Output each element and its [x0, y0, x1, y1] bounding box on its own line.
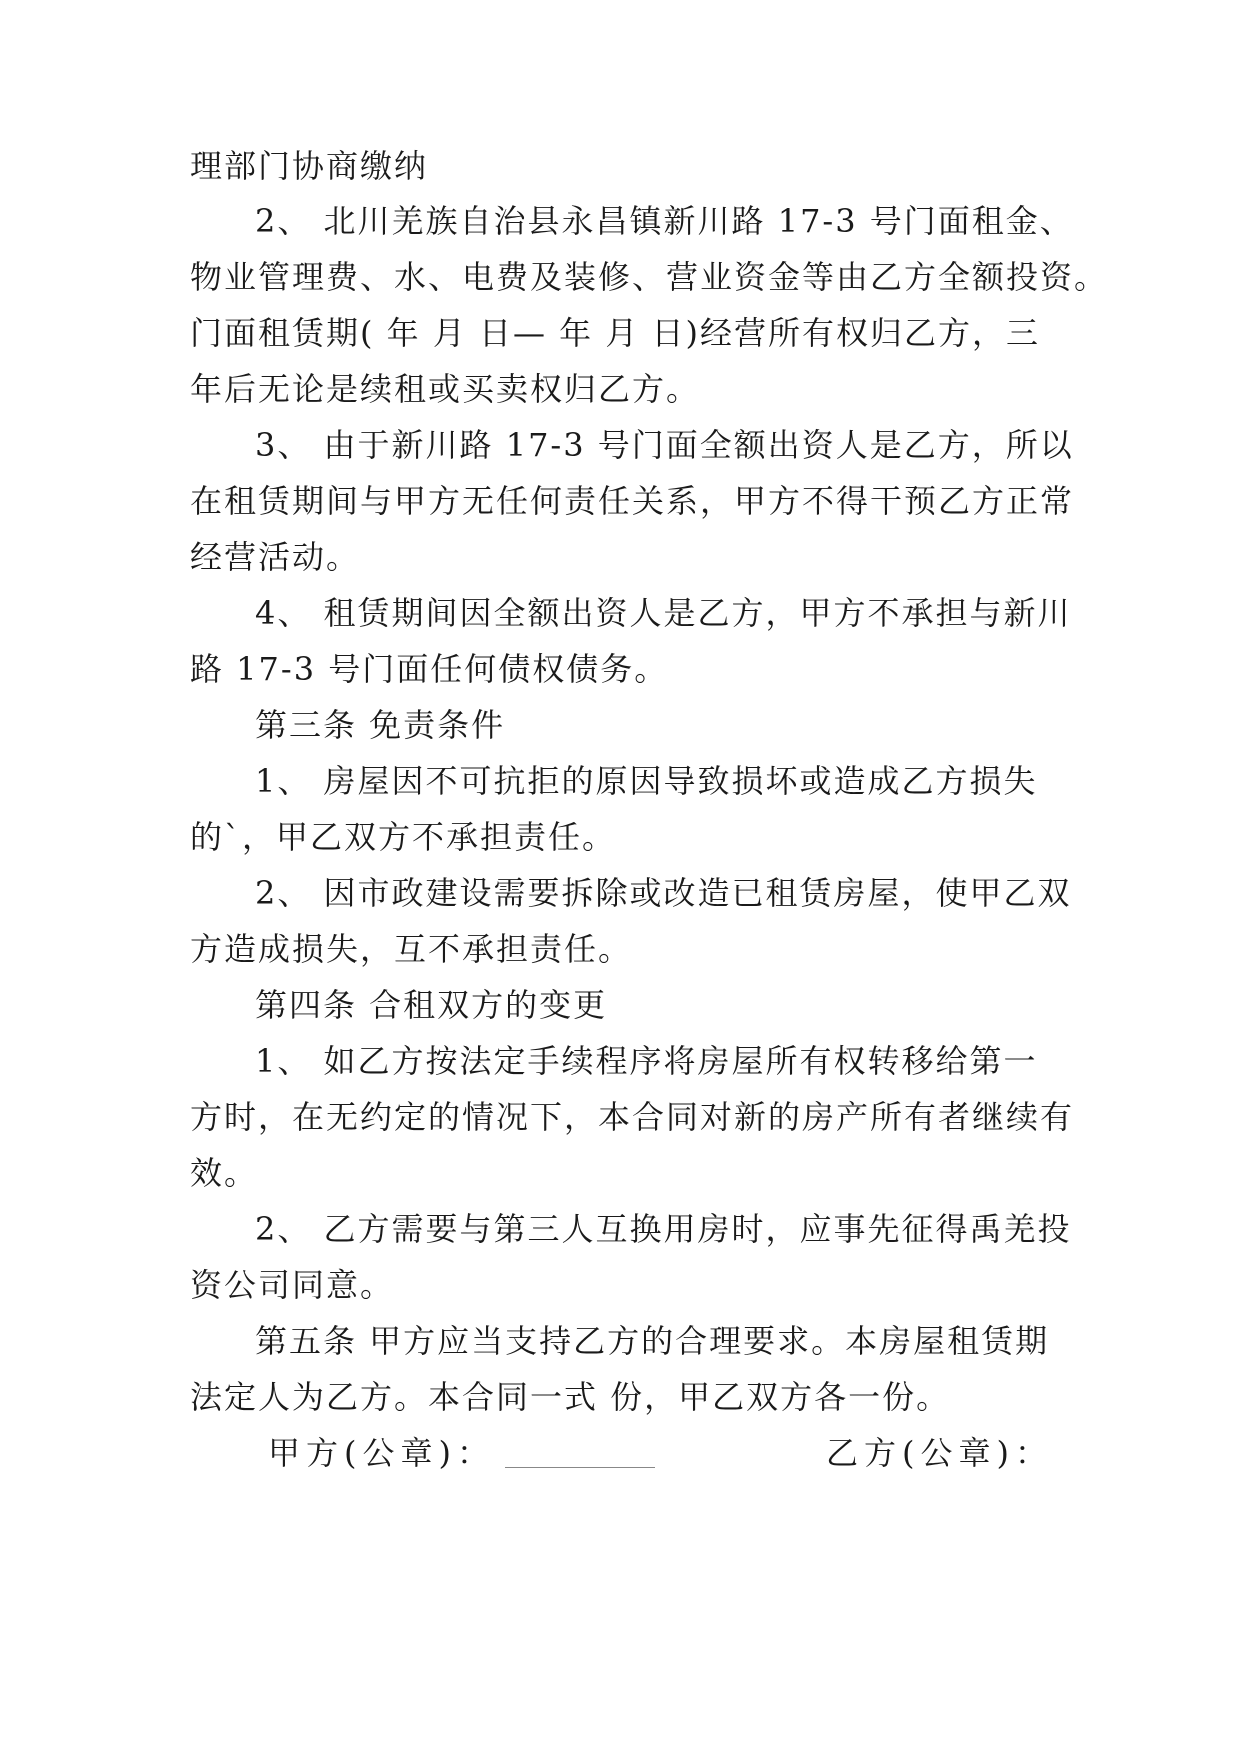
party-a-signature	[268, 1433, 655, 1473]
article-3-heading: 第三条 免责条件	[255, 706, 506, 744]
article-3-clause-2: 2、 因市政建设需要拆除或改造已租赁房屋，使甲乙双	[255, 874, 1072, 912]
text-line: 年后无论是续租或买卖权归乙方。	[190, 370, 701, 408]
party-b-label: 乙方(公章)：	[826, 1434, 1053, 1472]
text-line: 门面租赁期( 年 月 日— 年 月 日)经营所有权归乙方，三	[190, 314, 1041, 352]
text-line: 路 17-3 号门面任何债权债务。	[190, 650, 669, 688]
text-line: 的`，甲乙双方不承担责任。	[190, 818, 617, 856]
text-line: 物业管理费、水、电费及装修、营业资金等由乙方全额投资。	[190, 258, 1109, 296]
party-b-signature	[826, 1433, 1053, 1473]
text-line: 效。	[190, 1154, 259, 1192]
text-line: 在租赁期间与甲方无任何责任关系，甲方不得干预乙方正常	[190, 482, 1075, 520]
text-line: 方造成损失，互不承担责任。	[190, 930, 633, 968]
signature-blank	[505, 1443, 655, 1468]
article-3-clause-1: 1、 房屋因不可抗拒的原因导致损坏或造成乙方损失	[255, 762, 1038, 800]
article-4-heading: 第四条 合租双方的变更	[255, 986, 608, 1024]
text-line: 法定人为乙方。本合同一式 份，甲乙双方各一份。	[190, 1378, 951, 1416]
text-line: 经营活动。	[190, 538, 361, 576]
text-line: 资公司同意。	[190, 1266, 395, 1304]
party-a-label: 甲方(公章)：	[268, 1434, 495, 1472]
article-4-clause-2: 2、 乙方需要与第三人互换用房时，应事先征得禹羌投	[255, 1210, 1072, 1248]
text-line: 方时，在无约定的情况下，本合同对新的房产所有者继续有	[190, 1098, 1075, 1136]
article-5: 第五条 甲方应当支持乙方的合理要求。本房屋租赁期	[255, 1322, 1050, 1360]
clause-3: 3、 由于新川路 17-3 号门面全额出资人是乙方，所以	[255, 426, 1074, 464]
text-line: 理部门协商缴纳	[190, 147, 429, 185]
article-4-clause-1: 1、 如乙方按法定手续程序将房屋所有权转移给第一	[255, 1042, 1038, 1080]
clause-2: 2、 北川羌族自治县永昌镇新川路 17-3 号门面租金、	[255, 202, 1074, 240]
clause-4: 4、 租赁期间因全额出资人是乙方，甲方不承担与新川	[255, 594, 1072, 632]
